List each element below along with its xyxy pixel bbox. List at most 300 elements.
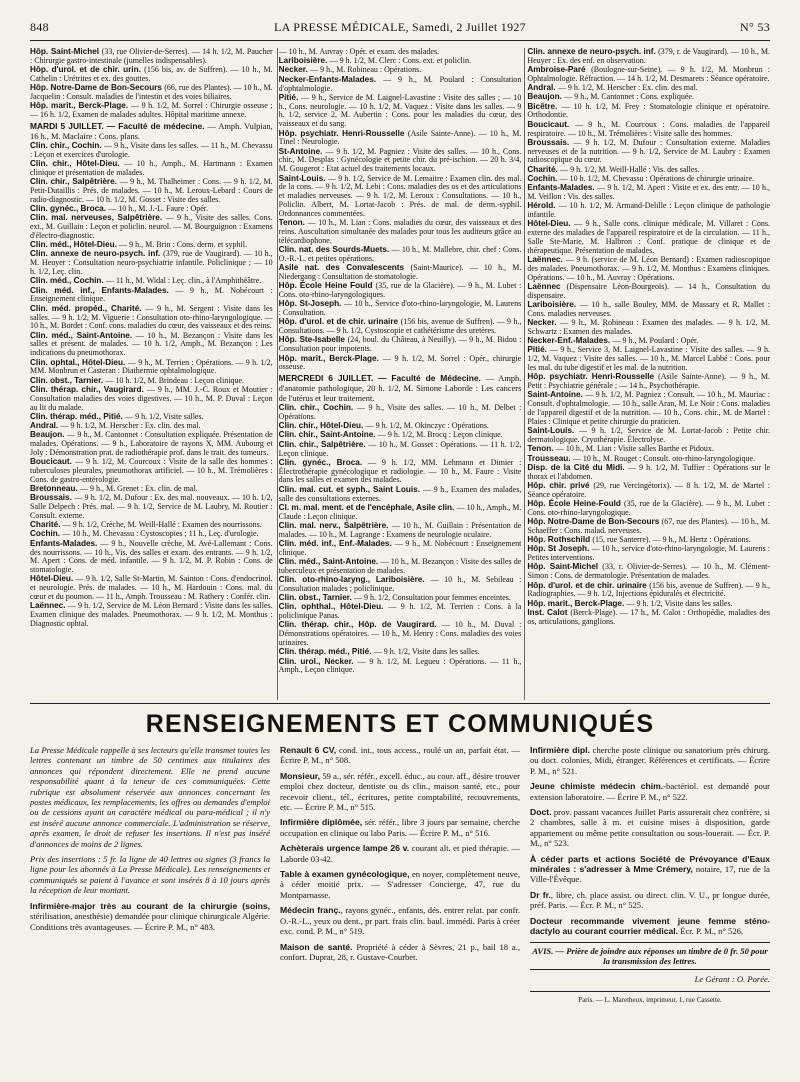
classified-ad <box>30 901 270 932</box>
entry-text: — 9 h., Service de M. Laignel-Lavastine : Visite des salles ; — 10 h., Cons. neurologie. — 10 h. 1/2, M. Vaquez : Visite dans les salles. — 9 h. 1/2, service 2, M. Aubertin : Cons. pour les maladies du cœur, des vaisseaux et du sang. <box>278 92 522 129</box>
entry-text: — 9 h. 1/2, Consultation pour femmes enceintes. <box>354 593 511 603</box>
hospital-name: Clin. chir., Cochin. <box>30 141 105 150</box>
schedule-entry <box>279 603 522 621</box>
entry-text: — 10 h., salle Bouley, MM. de Massary et R. Mallet : Cons. maladies nerveuses. <box>527 300 771 318</box>
entry-text: — 10 h., M. Mallebre, chir. chef : Cons. O.-R.-L. et petites opérations. <box>278 245 522 263</box>
hospital-name: Hôp. psychiatr. Henri-Rousselle <box>278 128 408 138</box>
entry-text: (379, r. de Vaugirard). — 10 h., M. Heuyer : Ex. des enf. en observation. <box>527 48 770 65</box>
schedule-entry <box>30 142 273 160</box>
schedule-entry <box>30 84 273 102</box>
ad-lead: Renault 6 CV, <box>280 745 337 755</box>
hospital-name: Hôp. École Heine-Fould <box>527 498 624 508</box>
entry-text: (379, rue de Vaugirard). — 10 h., M. Heuyer : Consultation neuro-psychiatrie infantile. Policlinique ; — 10 h. 1/2, Leç. clin. <box>30 249 273 277</box>
hospital-name: Cochin. <box>527 173 560 183</box>
entry-text: — 9 h., M. Robineau : Examen des malades. — 9 h. 1/2, M. Schwartz : Examen des malades. <box>527 318 771 337</box>
entry-text: — 9 h. 1/2, Service de M. Lemaitre : Examen clin. des mal. de la cons. — 9 h. 1/2, M. Lebi : Cons. maladies des os et des articulations et maladies nerveuses. — 9 h. 1/2, M. Leroux : Consultations. — 10 h., Policlin. Albert, M. Lortat-Jacob : Prés. de mal. de derm.-syphil. Ordonnances commentées. <box>278 173 522 218</box>
entry-text: — 10 h., M. Lian : Visite salles Barthe et Pidoux. <box>555 444 714 454</box>
entry-text: — 9 h., M. Sergent : Visite dans les salles. — 9 h. 1/2, M. Viguerie : Consultation oto-rhino-laryngologique. — 10 h., M. Bordet : Conf. cons. maladies du cœur, des vaisseaux et des reins. <box>30 303 273 331</box>
schedule-column-2 <box>279 48 522 700</box>
section-rule <box>30 703 770 704</box>
column-divider <box>277 48 278 700</box>
hospital-name: Andral. <box>30 421 61 431</box>
hospital-name: Hérold. <box>527 201 559 211</box>
ad-lead: Jeune chimiste médecin chim. <box>530 781 664 792</box>
classified-ads-1 <box>30 901 270 932</box>
hospital-name: Hôp. St-Joseph. <box>278 299 344 309</box>
schedule-entry <box>279 318 522 336</box>
schedule-entry <box>30 178 273 205</box>
entry-text: (33, rue Olivier-de-Serres). — 14 h. 1/2, M. Paucher : Chirurgie gastro-intestinale (jumelles indispensables). <box>30 48 273 65</box>
schedule-entry <box>30 458 273 485</box>
entry-text: (Asile Sainte-Anne). — 10 h., M. Tinel : Neurologie. <box>278 128 522 147</box>
hospital-name: Saint-Antoine. <box>527 390 586 400</box>
hospital-name: Hôp. chir. privé <box>527 480 594 490</box>
hospital-name: Enfants-Malades. <box>527 183 598 193</box>
hospital-name: Hôp. École Heine Fould <box>278 281 376 291</box>
schedule-entry <box>279 76 522 94</box>
hospital-name: Clin. chir., Cochin. <box>278 403 357 413</box>
hospital-name: Clin. méd., Saint-Antoine. <box>30 330 136 340</box>
schedule-entry <box>279 355 522 373</box>
classified-ads-3 <box>530 745 770 937</box>
entry-text: — 10 h. 1/2, M. Armand-Delille : Leçon clinique de pathologie infantile. <box>527 201 771 220</box>
entry-text: — 9 h. 1/2, M. Terrien : Cons. à la policlinique Panas. <box>278 602 522 621</box>
entry-text: — 11 h., M. Widal : Leç. clin., à l'Amphithéâtre. <box>105 276 262 286</box>
day-faculty: Faculté de Médecine. <box>391 373 486 384</box>
schedule-entry <box>527 48 770 66</box>
schedule-entry <box>279 576 522 594</box>
entry-text: — 10 h., M. Bezançon : Visite dans les salles et présent. de malades. — 10 h. 1/2, Amph., M. Bezançon : Les indications du pneumothorax. <box>30 330 273 358</box>
entry-text: — Amph. d'anatomie pathologique, 20 h. 1/2, M. Simone Laborde : Les cancers de l'utérus et leur traitement. <box>278 374 522 403</box>
hospital-name: Clin. nat. des Sourds-Muets. <box>278 245 392 255</box>
schedule-entry <box>30 602 273 629</box>
entry-text: (Dispensaire Léon-Bourgeois). — 14 h., Consultation du dispensaire. <box>527 282 771 300</box>
hospital-name: Clin. chir., Saint-Antoine. <box>278 430 378 440</box>
hospital-name: Clin. thérap. méd., Pitié. <box>30 411 126 421</box>
day-faculty: Faculté de médecine. <box>118 120 208 131</box>
classified-ad <box>280 745 520 766</box>
classified-ad <box>280 843 520 864</box>
classified-ad <box>280 869 520 900</box>
schedule-entry <box>30 332 273 359</box>
entry-text: — 9 h., Salle cons. clinique médicale, M. Villaret : Cons. externe des maladies de l'appareil respiratoire et de la circulation. — 11 h., Salle Ste-Marie, M. Halbron : Conf. pratique de clinique et de thérapeutique. Présentation de malades. <box>527 219 771 255</box>
hospital-name: Charité. <box>527 164 561 174</box>
schedule-entry <box>279 300 522 318</box>
schedule-entry <box>30 386 273 413</box>
schedule-entry <box>527 582 770 600</box>
schedule-entry <box>527 319 770 337</box>
hospital-name: Lariboisière. <box>527 300 580 310</box>
entry-text: — 9 h., M. Nobécourt : Enseignement clinique. <box>278 538 522 557</box>
schedule-entry <box>279 246 522 264</box>
schedule-entry <box>30 250 273 277</box>
hospital-name: Hôp. Ste-Isabelle <box>278 335 348 345</box>
ad-lead: À céder parts et actions Société de Prévoyance d'Eaux minérales : s'adresser à Mme Crémery, <box>530 853 770 875</box>
entry-text: — 9 h. 1/2, M. Tuffier : Opérations sur le thorax et l'abdomen. <box>527 462 771 481</box>
schedule-entry <box>527 500 770 518</box>
schedule-entry <box>527 563 770 581</box>
hospital-name: Hôp. d'urol. et de chir. urinaire <box>278 317 401 327</box>
hospital-name: Clin. annexe de neuro-psych. inf. <box>30 249 164 259</box>
ad-lead: Maison de santé. <box>280 941 353 952</box>
hospital-name: Bicêtre. <box>527 101 562 111</box>
classified-ad <box>530 781 770 802</box>
entry-text: — 9 h., M. Courcoux : Cons. maladies de l'appareil respiratoire. — 10 h., M. Trémolières : Visite salle des hommes. <box>527 119 771 138</box>
schedule-entry <box>279 148 522 175</box>
schedule-entry <box>527 121 770 139</box>
entry-text: (Saint-Maurice). — 10 h., M. Niedergang : Consultation de stomatologie. <box>278 263 522 281</box>
schedule-entry <box>527 301 770 319</box>
classified-ad <box>530 854 770 885</box>
entry-text: — 9 h., M. Terrien : Opérations. — 9 h. 1/2, MM. Monbrun et Casteran : Diathermie ophtalmologique. <box>30 357 273 376</box>
entry-text: — 9 h. 1/2, M. Pagniez : Consult. — 10 h., M. Mauriac : Consult. d'ophtalmologie. — 10 h., salle Aran, M. Le Noir : Cons. maladies de l'appareil digestif et de la nutrition. — 10 h., Cons. chir., M. de Martel : Plaies : Clinique et petite chirurgie du praticien. <box>527 390 771 427</box>
entry-text: — 9 h., Service 3, M. Laignel-Lavastine : Visite des salles. — 9 h. 1/2, M. Vaquez : Visite des salles. — 10 h., M. Marcel Labbé : Cons. pour les mal. du tube digestif et les mal. de la nutrition. <box>527 345 771 373</box>
ad-lead: Doct. <box>530 807 552 818</box>
hospital-name: Clin. ophtal., Hôtel-Dieu. <box>30 357 128 367</box>
schedule-entry <box>527 283 770 301</box>
entry-text: (24, boul. du Château, à Neuilly). — 9 h., M. Bidou : Consultation pour impotents. <box>278 335 522 354</box>
entry-text: — 9 h. 1/2, M. Okinczyc : Opérations. <box>365 421 489 431</box>
ad-text: en noyer, complètement neuve, à céder moitié prix. — S'adresser Concierge, 47, rue du Montparnasse. <box>280 869 520 900</box>
hospital-name: Clin. chir., Salpêtrière. <box>278 439 369 449</box>
hospital-name: St-Antoine. <box>278 146 326 156</box>
hospital-name: Hôp. Saint-Michel <box>30 48 102 56</box>
schedule-entry <box>527 202 770 220</box>
schedule-entry <box>279 336 522 354</box>
entry-text: — 9 h., M. Poulard : Consultation d'ophtalmologie. <box>278 74 522 93</box>
entry-text: — 9 h., Nouvelle crèche, M. Avé-Lallemant : Cons. des nourrissons. — 10 h., Vis. des salles et exam. des entrants. — 9 h. 1/2, M. Apert : Cons. de méd. infantile. — 9 h. 1/2, M. P. Robin : Cons. de stomatologie. <box>30 538 273 575</box>
hospital-name: Clin. méd., Saint-Antoine. <box>278 557 381 567</box>
schedule-entry <box>279 486 522 504</box>
hospital-name: Clin. gynéc., Broca. <box>278 457 369 467</box>
entry-text: — 10 h., Amph., M. Claude : Leçon clinique. <box>278 502 522 521</box>
entry-text: — 10 h., M. Chevassu : Cystoscopies ; 11 h., Leç. d'urologie. <box>62 529 259 539</box>
renseignements-section <box>30 745 770 1065</box>
journal-title: LA PRESSE MÉDICALE, Samedi, 2 Juillet 1927 <box>274 20 526 34</box>
schedule-entry <box>30 494 273 521</box>
classified-ad <box>530 745 770 776</box>
entry-text: (35, rue de la Glacière). — 9 h., M. Lubet : Cons. oto-rhino-laryngologique. <box>527 498 771 517</box>
hospital-name: Enfants-Malades. <box>30 538 101 548</box>
ad-lead: Docteur recommande vivement jeune femme sténo-dactylo au courant courrier médical. <box>530 915 770 937</box>
entry-text: — 10 h., M. Bezançon : Visite des salles de tuberculeux et présentation de malades. <box>278 557 522 575</box>
hospital-name: Inst. Calot <box>527 607 571 617</box>
ad-lead: Dr fr. <box>530 889 551 900</box>
schedule-entry <box>279 282 522 300</box>
hospital-name: Clin. chir., Hôtel-Dieu. <box>30 159 125 169</box>
entry-text: — 9 h., M. Cantonnet : Consultation expliquée. Présentation de malades. Opérations. — 9 h., Laboratoire de rayons X, MM. Aubourg et Joly : Démonstration prat. de radiothérapie prof. dans le trait. des tumeurs. <box>30 430 273 457</box>
issue-number: N° 53 <box>740 20 770 34</box>
entry-text: — 10 h. 1/2, M. Frey : Stomatologie clinique et opératoire. Orthodontie. <box>527 101 771 120</box>
entry-text: — 9 h. 1/2, Visite salles. <box>125 411 204 421</box>
entry-text: — 10 h., M. Sebileau : Consultation malades ; policlinique. <box>278 575 522 593</box>
hospital-name: Clin. obst., Tarnier. <box>30 375 106 385</box>
hospital-name: Pitié. <box>527 345 550 355</box>
entry-text: — 9 h., M. Brin : Cons. derm. et syphil. <box>119 240 247 250</box>
entry-text: — 9 h., Examen des malades, salle des consultations externes. <box>278 484 522 503</box>
hospital-name: Beaujon. <box>30 430 68 440</box>
schedule-entry <box>279 94 522 129</box>
schedule-column-3 <box>527 48 770 700</box>
schedule-entry <box>279 219 522 246</box>
schedule-entry <box>30 122 273 142</box>
ad-lead: Infirmière diplômée, <box>280 817 363 828</box>
day-heading: MARDI 5 JUILLET. — <box>30 120 119 131</box>
hospital-name: Saint-Louis. <box>278 173 329 183</box>
entry-text: — 9 h. 1/2, M. Dufour : Ex. des mal. nouveaux. — 10 h. 1/2, Salle Delpech : Prés. mal. — 9 h. 1/2, Service de M. Laubry, M. Routier : Consult. externe. <box>30 493 273 521</box>
hospital-name: Trousseau. <box>527 453 573 463</box>
schedule-entry <box>279 441 522 459</box>
hospital-name: Necker. <box>527 318 561 328</box>
schedule-entry <box>30 540 273 575</box>
hospital-name: Clin. thérap. méd., Pitié. <box>278 647 374 657</box>
classified-ad <box>280 771 520 813</box>
ad-text: Écr. P. M., n° 526. <box>678 926 744 937</box>
schedule-entry <box>527 391 770 426</box>
entry-text: — 9 h., M. Thalheimer : Cons. — 9 h. 1/2, M. Petit-Dutaillis : Prés. de malades. — 10 h., M. Leroux-Lebard : Cours de radio-diagnostic. — 10 h. 1/2, M. Gosset : Visite des salles. <box>30 177 273 204</box>
hospital-name: Clin. méd., Hôtel-Dieu. <box>30 240 120 250</box>
entry-text: — 9 h. (service de M. Léon Bernard) : Examen radioscopique des malades. Pneumothorax. — 9 h. 1/2, M. Monthus : Examens cliniques. Opérations. — 10 h., M. Auvray : Opérations. <box>527 255 771 282</box>
hospital-name: Clin. mal. cut. et syph., Saint Louis. <box>278 484 423 494</box>
hospital-name: Saint-Louis. <box>527 426 579 436</box>
entry-text: (35, rue de la Glacière). — 9 h., M. Lubet : Cons. oto-rhino-laryngologiques. <box>278 281 522 300</box>
ad-text: , libre, ch. place assist. ou direct. clin. V. U., pr longue durée, préf. Paris. — Écr. P. M., n° 525. <box>530 889 770 911</box>
entry-text: — 10 h., service d'oto-rhino-laryngologie, M. Laurens : Petites interventions. <box>527 544 770 563</box>
entry-text: — 9 h. 1/2, Visite dans les salles. <box>626 598 733 608</box>
classified-ad <box>530 807 770 849</box>
hospital-name: Hôp. psychiatr. Henri-Rousselle <box>527 372 659 382</box>
schedule-entry <box>30 575 273 602</box>
header-rule <box>30 40 770 41</box>
entry-text: — 9 h., M. Robineau : Opérations. <box>310 65 422 75</box>
entry-text: (Asile Sainte-Anne). — 9 h., M. Petit : Psychiatrie générale ; — 14 h., Psychothérapie. <box>527 372 771 391</box>
hospital-name: Ambroise-Paré <box>527 65 592 75</box>
schedule-entry <box>527 373 770 391</box>
entry-text: (Boulogne-sur-Seine). — 9 h. 1/2, M. Monbrun : Ophtalmologie. Réfraction. — 14 h. 1/2, M. Desmarets : Séance opératoire. <box>527 65 771 83</box>
schedule-entry <box>30 102 273 120</box>
hospital-name: Hôp. d'urol. et de chir. urinaire <box>527 580 650 590</box>
printer-line: Paris. — L. Maretheux, imprimeur, 1, rue Cassette. <box>530 991 770 1005</box>
hospital-name: Clin. obst., Tarnier. <box>278 593 355 603</box>
ad-text: cond. int., tous access., roulé un an, parfait état. — Écrire P. M., n° 508. <box>280 745 520 766</box>
entry-text: — 9 h. 1/2, M. Sorrel : Opér., chirurgie osseuse. <box>278 353 522 372</box>
hospital-name: Clin. mal. nerveuses, Salpêtrière. <box>30 213 166 223</box>
entry-text: — 10 h. 1/2, M. Chevassu : Opérations de chirurgie urinaire. <box>559 173 755 183</box>
hospital-name: Hôtel-Dieu. <box>30 574 76 584</box>
hospital-name: Disp. de la Cité du Midi. <box>527 462 628 472</box>
hospital-name: Clin. chir., Salpêtrière. <box>30 177 120 187</box>
schedule-entry <box>279 504 522 522</box>
entry-text: — 9 h., Visite dans les salles. — 11 h., M. Chevassu : Leçon et exercices d'urologie. <box>30 141 273 159</box>
ad-lead: Infirmière-major très au courant de la chirurgie (soins, <box>30 900 270 911</box>
schedule-entry <box>527 545 770 563</box>
schedule-entry <box>30 48 273 66</box>
hospital-name: Hôp. St Joseph. <box>527 544 592 554</box>
entry-text: — 9 h. 1/2, M. Weill-Hallé : Vis. des salles. <box>560 164 700 174</box>
hospital-name: Hôp. Notre-Dame de Bon-Secours <box>527 517 662 527</box>
ad-lead: Médecin franç. <box>280 905 341 916</box>
schedule-entry <box>30 66 273 84</box>
entry-text: — 9 h. 1/2, M. Herscher : Ex. clin. des mal. <box>557 83 698 93</box>
entry-text: — 10 h., M. Lian : Cons. maladies du cœur, des vaisseaux et des reins. Auscultation simultanée des malades pour tous les auditeurs grâce au télécardiophone. <box>278 218 522 245</box>
schedule-entry <box>279 621 522 648</box>
renseignements-column-3 <box>530 745 770 1065</box>
entry-text: — 9 h. 1/2, M. Apert : Visite et ex. des entr. — 10 h., M. Veillon : Vis. des salles. <box>527 183 770 202</box>
entry-text: — 9 h. 1/2, M. Sorrel : Chirurgie osseuse ; — 16 h. 1/2, Examen de malades adultes. Hôpital maritime annexe. <box>30 101 273 120</box>
ad-text: cherche poste clinique ou sanatorium près chirurg. ou doct. colonies, Midi, étranger. Références et certificats. — Écrire P. M., n° 521. <box>530 745 770 776</box>
entry-text: (29, rue Vercingétorix). — 8 h. 1/2, M. de Martel : Séance opératoire. <box>527 480 771 499</box>
entry-text: (33, r. Olivier-de-Serres). — 10 h., M. Clément-Simon : Cons. de dermatologie. Présentation de malades. <box>527 562 771 581</box>
entry-text: — 10 h., M. Auvray : Opér. et exam. des malades. <box>278 48 440 56</box>
schedule-column-1 <box>30 48 273 700</box>
hospital-name: Hôtel-Dieu. <box>527 219 575 229</box>
schedule-entry <box>279 404 522 422</box>
hospital-name: Hôp. Saint-Michel <box>527 562 603 572</box>
ad-text: , rayons gynéc., enfants, dés. entrer relat. par confr. O.-R.-L., yeux ou dent., pr part. frais clin. baul. immédi. Paris à créer exc. cond. P. M., n° 519. <box>280 905 520 937</box>
day-heading: MERCREDI 6 JUILLET. — <box>278 373 392 384</box>
entry-text: — 10 h., M. Duval : Démonstrations opératoires. — 10 h., M. Henry : Cons. maladies des voies urinaires. <box>278 620 522 648</box>
ad-text: courant alt. et pied thérapie. — Laborde 03-42. <box>280 843 520 864</box>
hospital-name: Boucicaut. <box>30 457 76 467</box>
schedule-entry <box>527 609 770 627</box>
hospital-name: Boucicaut. <box>527 119 575 129</box>
hospital-name: Tenon. <box>527 444 556 454</box>
ad-lead: Infirmière dipl. <box>530 745 590 755</box>
schedule-entry <box>527 464 770 482</box>
entry-text: — 9 h. 1/2, Service de M. Lortat-Jacob : Petite chir. dermatologique. Cryothérapie. Électrolyse. <box>527 426 771 445</box>
schedule-entry <box>279 540 522 558</box>
hospital-name: Clin. thérap. chir., Vaugirard. <box>30 384 147 394</box>
hospital-name: Clin. annexe de neuro-psych. inf. <box>527 48 659 56</box>
schedule-entry <box>279 374 522 404</box>
classified-ad <box>530 916 770 937</box>
entry-text: — 9 h. 1/2, M. Herscher : Ex. clin. des mal. <box>60 421 201 431</box>
hospital-name: Clin. chir., Hôtel-Dieu. <box>278 421 366 431</box>
ad-lead: Achèterais urgence lampe 26 v. <box>280 843 410 854</box>
schedule-entry <box>527 346 770 373</box>
gerant-signature: Le Gérant : O. Porée. <box>694 974 770 985</box>
hospital-name: Hôp. marit., Berck-Plage. <box>278 353 383 363</box>
schedule-entry <box>279 264 522 282</box>
column-divider <box>524 48 525 700</box>
hospital-name: Broussais. <box>30 493 75 503</box>
hospital-name: Lariboisière. <box>278 56 330 66</box>
hospital-name: Asile nat. des Convalescents <box>278 263 411 273</box>
hospital-name: Tenon. <box>278 218 308 228</box>
avis-notice: AVIS. — Prière de joindre aux réponses un timbre de 0 fr. 50 pour la transmission des lettres. <box>530 942 770 971</box>
schedule-entry <box>527 427 770 445</box>
hospital-name: Hôp. Rothschild <box>527 535 593 545</box>
schedule-entry <box>30 305 273 332</box>
ad-lead: Monsieur, <box>280 770 321 781</box>
hospital-name: Hôp. Notre-Dame de Bon-Secours <box>30 83 165 93</box>
hospital-name: Necker. <box>278 65 311 75</box>
entry-text: — 10 h., Service d'oto-rhino-laryngologie, M. Laurens : Consultation. <box>278 299 522 318</box>
entry-text: — 9 h. 1/2, M. Dufour : Consultation externe. Maladies nerveuses et de la nutrition. — 9 h. 1/2, Service de M. Laubry : Examen radioscopique du cœur. <box>527 137 771 165</box>
hospital-name: Hôp. marit., Berck-Plage. <box>30 101 131 111</box>
hospital-name: Clin. méd., Cochin. <box>30 276 106 286</box>
ad-lead: Table à examen gynécologique, <box>280 869 410 880</box>
hospital-name: Clin. méd. propéd., Charité. <box>30 303 146 313</box>
entry-text: — 10 h., M. J.-L. Faure : Opér. <box>108 204 209 214</box>
schedule-entry <box>30 431 273 458</box>
hospital-name: Broussais. <box>527 137 574 147</box>
entry-text: — 9 h. 1/2, Visite dans les salles. <box>373 647 480 657</box>
schedule-entry <box>527 220 770 255</box>
renseignements-column-1 <box>30 745 270 1065</box>
ad-text: 59 a., sér. référ., excell. éduc., au cour. aff., désire trouver emploi chez docteur, dentiste ou ds clin., maison santé, etc., pour recevoir client., tél., écritures, petite comptabilité, recouvrements, etc. — Écrire P. M., n° 515. <box>280 770 520 813</box>
entry-text: (66, rue des Plantes). — 10 h., M. Jacquelin : Consult. maladies de l'intestin et des voies biliaires. <box>30 83 273 101</box>
hospital-name: Charité. <box>30 520 63 530</box>
entry-text: (156 bis, av. de Suffren). — 10 h., M. Cathelin : Urétrites et ex. des gouttes. <box>30 65 273 83</box>
entry-text: — 9 h. 1/2, M. Pagniez : Visite des salles. — 10 h., Cons. chir., M. Desplas : Gynécologie et petite chir. du pré-ischion. — 20 h. 3/4, M. Gougerot : Etat actuel des traitements locaux. <box>278 146 522 174</box>
schedule-entry <box>527 482 770 500</box>
hospital-name: Cl. m. mal. ment. et de l'encéphale, Asile clin. <box>278 502 457 512</box>
entry-text: — 9 h. 1/2, M. Legueu : Opérations. — 11 h., Amph., Leçon clinique. <box>278 656 522 675</box>
hospital-name: Clin. oto-rhino-laryng., Lariboisière. <box>278 575 431 585</box>
schedule-entry <box>527 184 770 202</box>
schedule-entry <box>527 518 770 536</box>
hospital-name: Cochin. <box>30 529 63 539</box>
entry-text: (15, rue Santerre). — 9 h., M. Hertz : Opérations. <box>592 535 751 545</box>
hospital-name: Clin. gynéc., Broca. <box>30 204 109 214</box>
schedule-entry <box>279 658 522 676</box>
hospital-name: Necker-Enfants-Malades. <box>278 74 384 84</box>
hospital-name: Bretonneau. <box>30 484 81 494</box>
classified-ad <box>530 890 770 911</box>
section-title: RENSEIGNEMENTS ET COMMUNIQUÉS <box>145 710 655 738</box>
entry-text: — 9 h., M. Poulard : Opér. <box>612 336 699 346</box>
hospital-name: Necker-Enf.-Malades. <box>527 336 613 346</box>
ad-text: -bactériol. est demandé pour extension laboratoire. — Écrire P. M., n° 522. <box>530 781 770 802</box>
entry-text: — 10 h., M. Gosset : Opérations. — 11 h. 1/2, Leçon clinique. <box>278 439 522 458</box>
ad-text: prov. passant vacances Juillet Paris assurerait chez confrère, si 2 chambres, salle à m. et cuisine mises à disposition, garde appartement ou même petite consultation ou sous-louerait. — Écr. P. M., n° 523. <box>530 807 770 849</box>
ad-text: notaire, 17, rue de la Ville-l'Évêque. <box>530 864 770 885</box>
hospital-name: Laënnec. <box>527 255 566 265</box>
entry-text: — 10 h., M. Guillain : Présentation de malades. — 10 h., M. Lagrange : Examens de neurologie oculaire. <box>278 520 522 539</box>
schedule-entry <box>279 522 522 540</box>
prices-notice: Prix des insertions : 5 fr. la ligne de 40 lettres ou signes (3 francs la ligne pour les abonnés à La Presse Médicale). Les renseignements et communiqués se paient à l'avance et sont insérés 8 à 10 jours après la réception de leur montant. <box>30 854 270 896</box>
entry-text: — Amph. Vulpian, 16 h., M. Maclaire : Cons. plans. <box>30 121 273 141</box>
entry-text: — 10 h., M. Rouget : Consult. oto-rhino-laryngologique. <box>572 453 756 463</box>
hospital-name: Clin. mal. nerv., Salpêtrière. <box>278 520 392 530</box>
schedule-entry <box>279 459 522 486</box>
entry-text: — 9 h., M. Cantonnet : Cons. expliquée. <box>564 92 694 102</box>
hospital-schedule-columns <box>30 48 770 700</box>
entry-text: — 9 h. 1/2, Service de M. Léon Bernard : Visite dans les salles. Examen clinique des malades. Pneumothorax. — 9 h. 1/2, M. Monthus : Diagnostic ophtal. <box>30 601 273 629</box>
hospital-name: Pitié. <box>278 92 302 102</box>
schedule-entry <box>527 256 770 283</box>
entry-text: — 9 h. 1/2, Crèche, M. Weill-Hallé : Examen des nourrissons. <box>62 520 262 530</box>
schedule-entry <box>30 214 273 241</box>
hospital-name: Hôp. d'urol. et de chir. urin. <box>30 65 145 75</box>
hospital-name: Laënnec <box>527 282 567 292</box>
entry-text: — 10 h., Amph., M. Hartmann : Examen clinique et présentation de malades. <box>30 159 273 177</box>
entry-text: — 9 h., M. Grenet : Ex. clin. de mal. <box>80 484 198 494</box>
hospital-name: Clin. thérap. chir., Hôp. de Vaugirard. <box>278 620 442 630</box>
ad-text: sér. référ., libre 3 jours par semaine, cherche occupation en clinique ou labo Paris. — Écrire P. M., n° 516. <box>280 817 520 838</box>
hospital-name: Clin. méd. inf., Enfants-Malades. <box>30 285 176 295</box>
hospital-name: Andral. <box>527 83 558 93</box>
entry-text: — 9 h. 1/2, M. Clerc : Cons. ext. et policlin. <box>329 56 471 66</box>
hospital-name: Clin. urol., Necker. <box>278 656 358 666</box>
schedule-entry <box>527 103 770 121</box>
page-header <box>30 20 770 38</box>
hospital-name: Hôp. marit., Berck-Plage. <box>527 598 627 608</box>
hospital-name: Laënnec. <box>30 601 68 611</box>
classified-ads-2 <box>280 745 520 1065</box>
entry-text: — 9 h. 1/2, M. Courcoux : Visite de la salle des hommes : tuberculoses pleurales, pneumothorax artificiel. — 10 h., M. Trémolières : Cons. de gastro-entérologie. <box>30 457 273 484</box>
